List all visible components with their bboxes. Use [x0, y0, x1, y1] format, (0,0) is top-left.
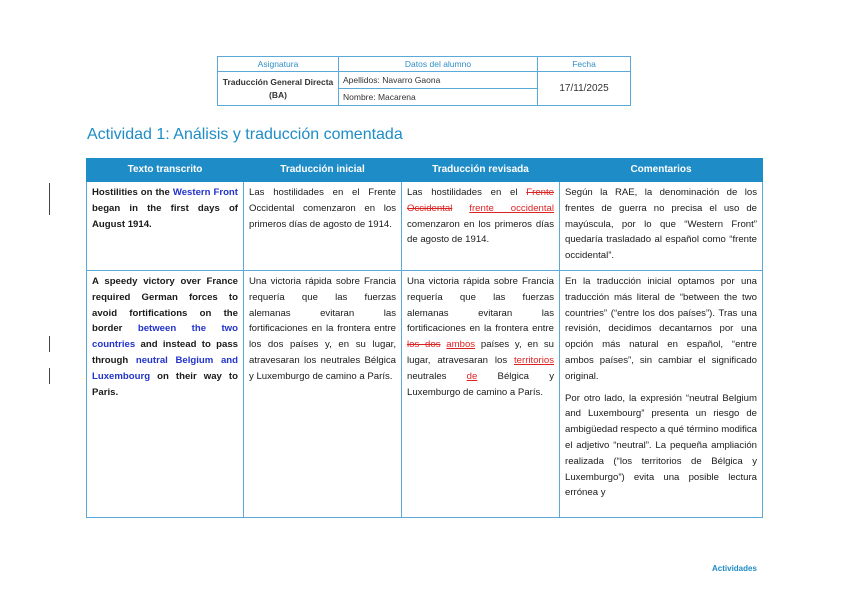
- table-row: [87, 182, 763, 271]
- inserted-text: territorios: [514, 354, 554, 366]
- column-header: Traducción revisada: [402, 159, 560, 182]
- subject-header: Asignatura: [218, 57, 339, 72]
- column-header: Traducción inicial: [244, 159, 402, 182]
- table-row: [87, 271, 763, 518]
- highlighted-term: between the two countries: [92, 323, 238, 351]
- translation-table: [86, 158, 763, 518]
- subject-value: Traducción General Directa (BA): [218, 72, 339, 106]
- deleted-text: los dos: [407, 339, 441, 351]
- change-bar: [49, 336, 50, 352]
- student-info-table: [217, 56, 631, 106]
- comment-cell: Según la RAE, la denominación de los frentes de guerra no precisa el uso de mayúscula, por lo que “Western Front” quedaría trasladado al español como “frente occidental”.: [560, 182, 763, 271]
- inserted-text: frente occidental: [469, 202, 554, 214]
- footer-label: Actividades: [712, 564, 757, 573]
- initial-translation-cell: Una victoria rápida sobre Francia requería que las fuerzas alemanas evitaran las fortificaciones en la frontera entre los dos países y, en su lugar, atravesaran los neutrales Bélgica y Luxemburgo de camino a París.: [244, 271, 402, 518]
- deleted-text: Frente Occidental: [407, 187, 554, 214]
- student-header: Datos del alumno: [339, 57, 538, 72]
- lastname-value: Apellidos: Navarro Gaona: [339, 72, 538, 89]
- comment-paragraph: Por otro lado, la expresión “neutral Belgium and Luxembourg” presenta un riesgo de ambigüedad respecto a qué término modifica el adjetivo “neutral”. La pequeña ampliación realizada (“los territorios de Bélgica y Luxemburgo”) evita una posible lectura errónea y: [565, 392, 757, 499]
- inserted-text: de: [466, 370, 478, 382]
- comment-cell: [560, 271, 763, 518]
- firstname-value: Nombre: Macarena: [339, 89, 538, 106]
- initial-translation-cell: Las hostilidades en el Frente Occidental comenzaron en los primeros días de agosto de 1914.: [244, 182, 402, 271]
- change-bar: [49, 368, 50, 384]
- highlighted-term: neutral Belgium and Luxembourg: [92, 354, 238, 382]
- date-header: Fecha: [538, 57, 631, 72]
- revised-translation-cell: Las hostilidades en el Frente Occidental frente occidental comenzaron en los primeros días de agosto de 1914.: [402, 182, 560, 271]
- highlighted-term: Western Front: [172, 187, 238, 198]
- source-text-cell: A speedy victory over France required German forces to avoid fortifications on the border between the two countries and instead to pass through neutral Belgium and Luxembourg on their way to Paris.: [87, 271, 244, 518]
- column-header: Texto transcrito: [87, 159, 244, 182]
- inserted-text: ambos: [446, 339, 476, 351]
- revised-translation-cell: Una victoria rápida sobre Francia requería que las fuerzas alemanas evitaran las fortificaciones en la frontera entre los dos ambos países y, en su lugar, atravesaran los territorios neutrales de Bélgica y Luxemburgo de camino a París.: [402, 271, 560, 518]
- source-text-cell: Hostilities on the Western Front began in the first days of August 1914.: [87, 182, 244, 271]
- date-value: 17/11/2025: [538, 72, 631, 106]
- column-header: Comentarios: [560, 159, 763, 182]
- page-title: Actividad 1: Análisis y traducción comentada: [87, 126, 403, 143]
- comment-paragraph: En la traducción inicial optamos por una traducción más literal de “between the two countries” (“entre los dos países”). Tras una revisión, decidimos decantarnos por una opción más natural en español, “entre ambos países”, sin cambiar el significado original.: [565, 276, 757, 382]
- change-bar: [49, 183, 50, 215]
